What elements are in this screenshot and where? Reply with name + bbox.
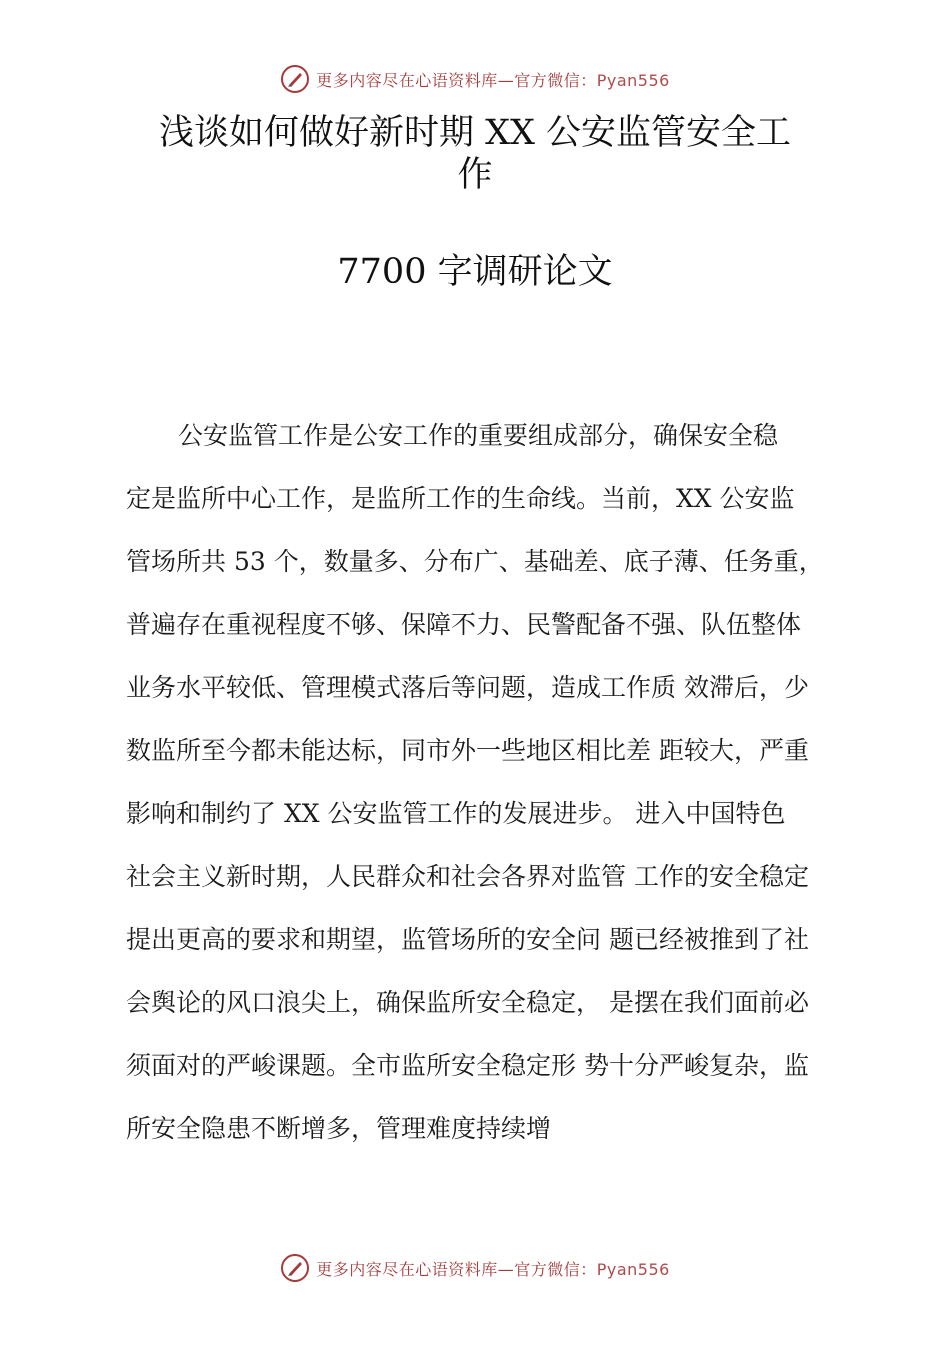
body-line: 会舆论的风口浪尖上，确保监所安全稳定， 是摆在我们面前必 — [126, 988, 809, 1017]
body-paragraph — [126, 404, 866, 1160]
quill-logo-icon — [280, 64, 310, 94]
watermark-wechat-id: Pyan556 — [596, 1259, 670, 1279]
header-watermark — [0, 62, 950, 96]
body-line: 数监所至今都未能达标，同市外一些地区相比差 距较大，严重 — [126, 736, 809, 765]
body-line: 社会主义新时期，人民群众和社会各界对监管 工作的安全稳定 — [126, 862, 809, 891]
body-line: 公安监管工作是公安工作的重要组成部分，确保安全稳 — [178, 421, 779, 450]
body-line: 须面对的严峻课题。全市监所安全稳定形 势十分严峻复杂，监 — [126, 1051, 809, 1080]
body-line: 影响和制约了 XX 公安监管工作的发展进步。 进入中国特色 — [126, 799, 786, 828]
footer-watermark — [0, 1251, 950, 1285]
watermark-text — [316, 1257, 670, 1280]
watermark-label: 更多内容尽在心语资料库—官方微信： — [316, 70, 597, 90]
body-line: 所安全隐患不断增多，管理难度持续增 — [126, 1114, 552, 1143]
watermark-text — [316, 68, 670, 91]
body-line: 普遍存在重视程度不够、保障不力、民警配备不强、队伍整体 — [126, 610, 802, 639]
watermark-wechat-id: Pyan556 — [596, 70, 670, 90]
document-subtitle: 7700 字调研论文 — [337, 252, 613, 292]
document-title — [130, 112, 820, 196]
title-line-1: 浅谈如何做好新时期 XX 公安监管安全工 — [158, 113, 792, 153]
quill-logo-icon — [280, 1253, 310, 1283]
body-line: 提出更高的要求和期望，监管场所的安全问 题已经被推到了社 — [126, 925, 809, 954]
body-line: 管场所共 53 个，数量多、分布广、基础差、底子薄、任务重， — [126, 547, 824, 576]
body-line: 定是监所中心工作，是监所工作的生命线。当前，XX 公安监 — [126, 484, 795, 513]
watermark-label: 更多内容尽在心语资料库—官方微信： — [316, 1259, 597, 1279]
title-line-2: 作 — [457, 155, 493, 195]
body-line: 业务水平较低、管理模式落后等问题，造成工作质 效滞后，少 — [126, 673, 809, 702]
